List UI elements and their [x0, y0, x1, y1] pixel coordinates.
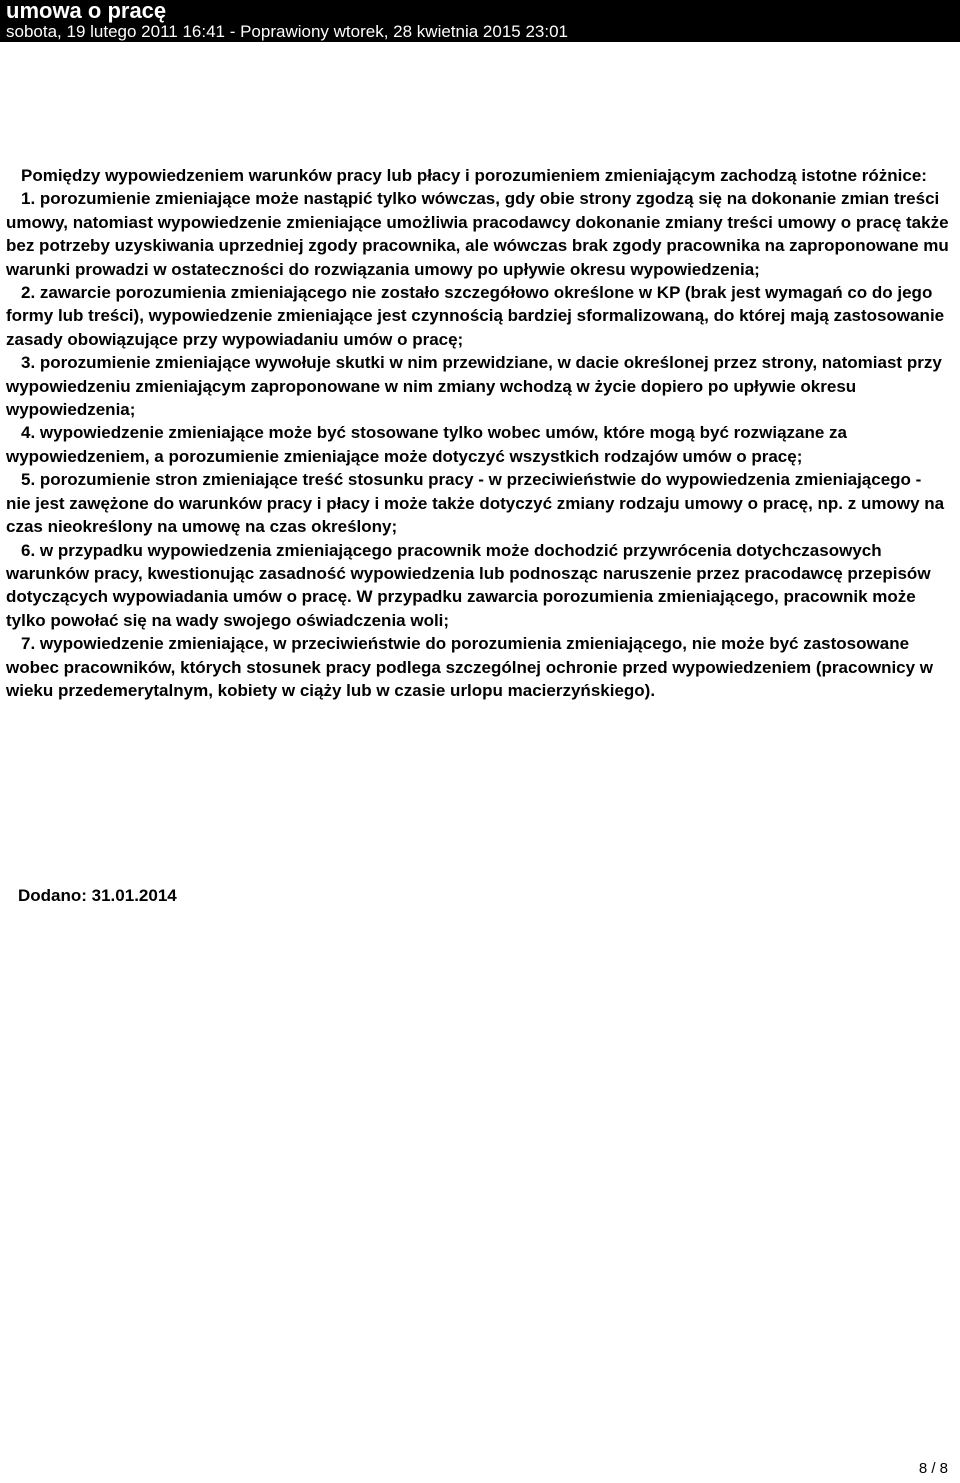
list-item: 5. porozumienie stron zmieniające treść stosunku pracy - w przeciwieństwie do wypowiedzenia zmieniającego - nie jest zawężone do warunków pracy i płacy i może także dotyczyć zmiany rodzaju umowy o pracę, np. z umowy na czas nieokreślony na umowę na czas określony;: [6, 470, 945, 537]
post-date-meta: sobota, 19 lutego 2011 16:41 - Poprawiony wtorek, 28 kwietnia 2015 23:01: [6, 22, 569, 41]
list-item: 7. wypowiedzenie zmieniające, w przeciwieństwie do porozumienia zmieniającego, nie może być zastosowane wobec pracowników, których stosunek pracy podlega szczególnej ochronie przed wypowiedzeniem (pracownicy w wieku przedemerytalnym, kobiety w ciąży lub w czasie urlopu macierzyńskiego).: [6, 634, 934, 700]
list-item: 1. porozumienie zmieniające może nastąpić tylko wówczas, gdy obie strony zgodzą się na dokonanie zmian treści umowy, natomiast wypowiedzenie zmieniające umożliwia pracodawcy dokonanie zmiany treści umowy o pracę także bez potrzeby uzyskiwania uprzedniej zgody pracownika, ale wówczas brak zgody pracownika na zaproponowane mu warunki prowadzi w ostateczności do rozwiązania umowy po upływie okresu wypowiedzenia;: [6, 189, 949, 279]
list-item: 4. wypowiedzenie zmieniające może być stosowane tylko wobec umów, które mogą być rozwiązane za wypowiedzeniem, a porozumienie zmieniające może dotyczyć wszystkich rodzajów umów o pracę;: [6, 423, 848, 466]
article-intro: Pomiędzy wypowiedzeniem warunków pracy lub płacy i porozumieniem zmieniającym zachodzą istotne różnice:: [21, 166, 927, 185]
list-item: 2. zawarcie porozumienia zmieniającego nie zostało szczegółowo określone w KP (brak jest wymagań co do jego formy lub treści), wypowiedzenie zmieniające jest czynnością bardziej sformalizowaną, do której mają zastosowanie zasady obowiązujące przy wypowiadaniu umów o pracę;: [6, 283, 945, 349]
page-title: umowa o pracę: [6, 0, 167, 23]
page-header: [0, 0, 960, 42]
added-date: Dodano: 31.01.2014: [18, 886, 177, 905]
page-number: 8 / 8: [918, 1460, 948, 1477]
article-body: [6, 164, 950, 702]
list-item: 3. porozumienie zmieniające wywołuje skutki w nim przewidziane, w dacie określonej przez strony, natomiast przy wypowiedzeniu zmieniającym zaproponowane w nim zmiany wchodzą w życie dopiero po upływie okresu wypowiedzenia;: [6, 353, 942, 420]
list-item: 6. w przypadku wypowiedzenia zmieniającego pracownik może dochodzić przywrócenia dotychczasowych warunków pracy, kwestionując zasadność wypowiedzenia lub podnosząc naruszenie przez pracodawcę przepisów dotyczących wypowiadania umów o pracę. W przypadku zawarcia porozumienia zmieniającego, pracownik może tylko powołać się na wady swojego oświadczenia woli;: [6, 540, 931, 630]
